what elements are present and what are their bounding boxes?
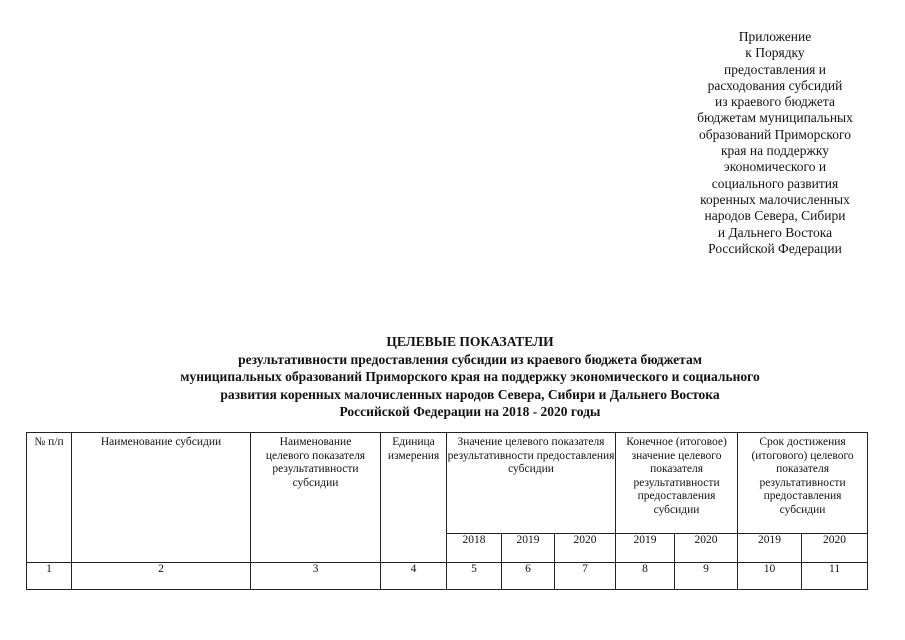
- column-number-cell: 1: [27, 563, 72, 590]
- header-unit: [381, 433, 447, 563]
- indicators-table: [26, 432, 868, 590]
- column-number-cell: 3: [251, 563, 381, 590]
- year-cell: 2019: [616, 534, 675, 563]
- appendix-line: предоставления и: [724, 61, 826, 77]
- column-number-cell: 9: [675, 563, 738, 590]
- header-deadline-text: Срок достижения (итогового) целевого показателя результативности предоставления субсидии: [751, 436, 854, 516]
- table-column-numbers-row: [27, 563, 868, 590]
- column-number-cell: 5: [447, 563, 502, 590]
- column-number-cell: 6: [502, 563, 555, 590]
- appendix-line: бюджетам муниципальных: [697, 110, 853, 126]
- appendix-line: экономического и: [723, 159, 827, 175]
- title-line: развития коренных малочисленных народов Севера, Сибири и Дальнего Востока: [220, 386, 720, 402]
- header-subsidy-name: Наименование субсидии: [72, 433, 251, 563]
- appendix-line: образований Приморского: [699, 126, 851, 142]
- year-cell: 2019: [502, 534, 555, 563]
- year-cell: 2018: [447, 534, 502, 563]
- header-final-value-text: Конечное (итоговое) значение целевого показателя результативности предоставления субсидии: [626, 436, 727, 516]
- appendix-line: социального развития: [711, 175, 839, 191]
- appendix-note: [640, 29, 905, 257]
- document-title: [40, 333, 900, 421]
- appendix-line: расходования субсидий: [707, 77, 843, 93]
- header-num: № п/п: [27, 433, 72, 563]
- column-number-cell: 7: [555, 563, 616, 590]
- appendix-line: и Дальнего Востока: [717, 224, 833, 240]
- column-number-cell: 11: [802, 563, 868, 590]
- column-number-cell: 10: [738, 563, 802, 590]
- year-cell: 2020: [802, 534, 868, 563]
- appendix-line: из краевого бюджета: [715, 94, 835, 110]
- year-cell: 2020: [555, 534, 616, 563]
- column-number-cell: 4: [381, 563, 447, 590]
- appendix-line: народов Севера, Сибири: [704, 208, 846, 224]
- column-number-cell: 2: [72, 563, 251, 590]
- header-unit-text: Единица измерения: [387, 436, 440, 462]
- header-indicator-name-text: Наименование целевого показателя результативности субсидии: [265, 436, 366, 489]
- year-cell: 2019: [738, 534, 802, 563]
- appendix-line: Российской Федерации: [708, 240, 842, 256]
- appendix-line: края на поддержку: [721, 143, 829, 159]
- appendix-line: Приложение: [738, 29, 812, 44]
- appendix-line: коренных малочисленных: [700, 191, 850, 207]
- title-heading: ЦЕЛЕВЫЕ ПОКАЗАТЕЛИ: [386, 334, 554, 349]
- title-line: результативности предоставления субсидии из краевого бюджета бюджетам: [238, 351, 702, 367]
- title-line: Российской Федерации на 2018 - 2020 годы: [339, 404, 601, 419]
- header-indicator-name: [251, 433, 381, 563]
- column-number-cell: 8: [616, 563, 675, 590]
- header-value-group: Значение целевого показателя результативности предоставления субсидии: [447, 433, 616, 534]
- year-cell: 2020: [675, 534, 738, 563]
- appendix-line: к Порядку: [745, 45, 805, 61]
- title-line: муниципальных образований Приморского края на поддержку экономического и социального: [180, 369, 760, 384]
- table-header-row: [27, 433, 868, 534]
- header-final-value-group: [616, 433, 738, 534]
- header-deadline-group: [738, 433, 868, 534]
